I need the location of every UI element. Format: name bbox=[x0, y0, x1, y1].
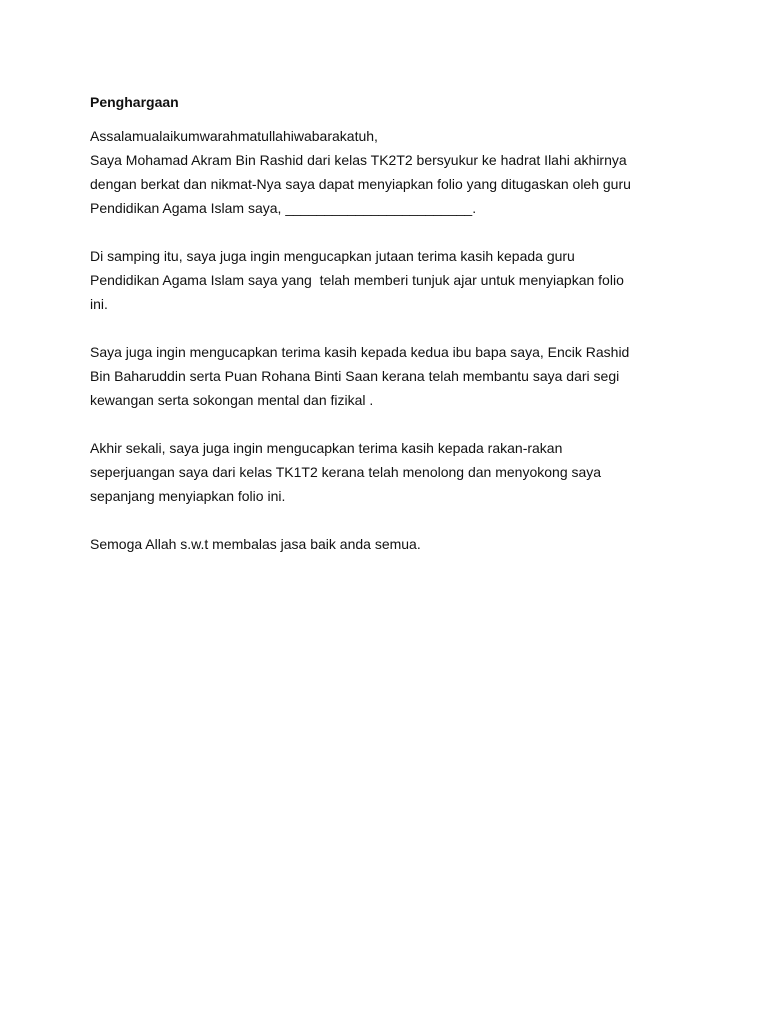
text-line: seperjuangan saya dari kelas TK1T2 kerana telah menolong dan menyokong saya bbox=[90, 464, 602, 480]
text-line: dengan berkat dan nikmat-Nya saya dapat menyiapkan folio yang ditugaskan oleh guru bbox=[90, 176, 631, 192]
paragraph-friends-thanks bbox=[90, 436, 700, 508]
text-line: Bin Baharuddin serta Puan Rohana Binti Saan kerana telah membantu saya dari segi bbox=[90, 368, 620, 384]
paragraph-closing bbox=[90, 532, 700, 556]
document-title: Penghargaan bbox=[90, 94, 179, 110]
text-line: sepanjang menyiapkan folio ini. bbox=[90, 488, 286, 504]
text-line: kewangan serta sokongan mental dan fizikal . bbox=[90, 392, 374, 408]
text-line: Pendidikan Agama Islam saya, ________________________. bbox=[90, 200, 477, 216]
paragraph-greeting bbox=[90, 124, 700, 220]
document-body bbox=[90, 90, 700, 580]
text-line: Saya Mohamad Akram Bin Rashid dari kelas TK2T2 bersyukur ke hadrat Ilahi akhirnya bbox=[90, 152, 627, 168]
text-line: Pendidikan Agama Islam saya yang telah memberi tunjuk ajar untuk menyiapkan folio bbox=[90, 272, 624, 288]
text-line: Saya juga ingin mengucapkan terima kasih kepada kedua ibu bapa saya, Encik Rashid bbox=[90, 344, 630, 360]
text-line: Assalamualaikumwarahmatullahiwabarakatuh, bbox=[90, 128, 378, 144]
paragraph-teacher-thanks bbox=[90, 244, 700, 316]
text-line: Di samping itu, saya juga ingin mengucapkan jutaan terima kasih kepada guru bbox=[90, 248, 575, 264]
paragraph-parents-thanks bbox=[90, 340, 700, 412]
text-line: Semoga Allah s.w.t membalas jasa baik anda semua. bbox=[90, 536, 421, 552]
text-line: Akhir sekali, saya juga ingin mengucapkan terima kasih kepada rakan-rakan bbox=[90, 440, 563, 456]
text-line: ini. bbox=[90, 296, 108, 312]
